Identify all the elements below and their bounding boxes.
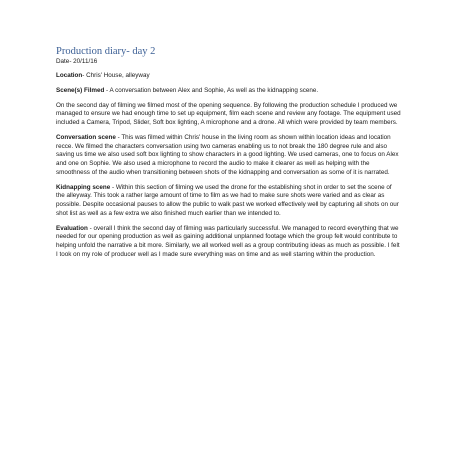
conversation-label: Conversation scene xyxy=(56,134,116,142)
evaluation-paragraph xyxy=(56,225,402,260)
document-body xyxy=(56,46,402,266)
kidnapping-label: Kidnapping scene xyxy=(56,183,111,191)
date-line xyxy=(56,58,402,66)
location-line xyxy=(56,72,402,81)
conversation-paragraph xyxy=(56,134,402,178)
conversation-text: - This was filmed within Chris' house in the living room as shown within location ideas and location recce. We filmed the characters conversation using two cameras enabling us to not break the 180 degree rule and also saving us time we also used soft box lighting to show characters in a good lighting. We used cameras, one to focus on Alex and one on Sophie. We also used a microphone to record the audio to make it clearer as well as helping with the smoothness of the audio when transitioning between shots of the kidnapping and conversation as some of it is narrated. xyxy=(56,134,399,176)
scenes-value: - A conversation between Alex and Sophie, As well as the kidnapping scene. xyxy=(104,86,319,94)
page-title: Production diary- day 2 xyxy=(56,46,156,57)
date-value: - 20/11/16 xyxy=(69,58,98,65)
location-value: - Chris' House, alleyway xyxy=(82,72,150,79)
kidnapping-text: - Within this section of filming we used the drone for the establishing shot in order to set the scene of the alleyway. This took a rather large amount of time to film as we had to make sure shots were varied and as clear as possible. Despite occasional pauses to allow the public to walk past we worked effectively well by capturing all shots on our shot list as well as a few extra we also finished much earlier than we intended to. xyxy=(56,183,399,217)
evaluation-text: - overall I think the second day of filming was particularly successful. We managed to record everything that we needed for our opening production as well as gaining additional unplanned footage which the group felt would contribute to helping unfold the narrative a bit more. Similarly, we all worked well as a group contributing ideas as much as possible. I felt I took on my role of producer well as I made sure everything was on time and as well starring within the production. xyxy=(56,224,400,258)
scenes-line xyxy=(56,87,402,96)
location-label: Location xyxy=(56,72,83,79)
intro-paragraph: On the second day of filming we filmed most of the opening sequence. By following the production schedule I produced we managed to ensure we had enough time to set up equipment, film each scene and review any footage. The equipment used included a Camera, Tripod, Slider, Soft box lighting, A microphone and a drone. All which were provided by team members. xyxy=(56,101,401,127)
scenes-label: Scene(s) Filmed xyxy=(56,86,105,94)
date-label: Date xyxy=(56,58,70,65)
evaluation-label: Evaluation xyxy=(56,224,88,232)
kidnapping-paragraph xyxy=(56,184,402,219)
